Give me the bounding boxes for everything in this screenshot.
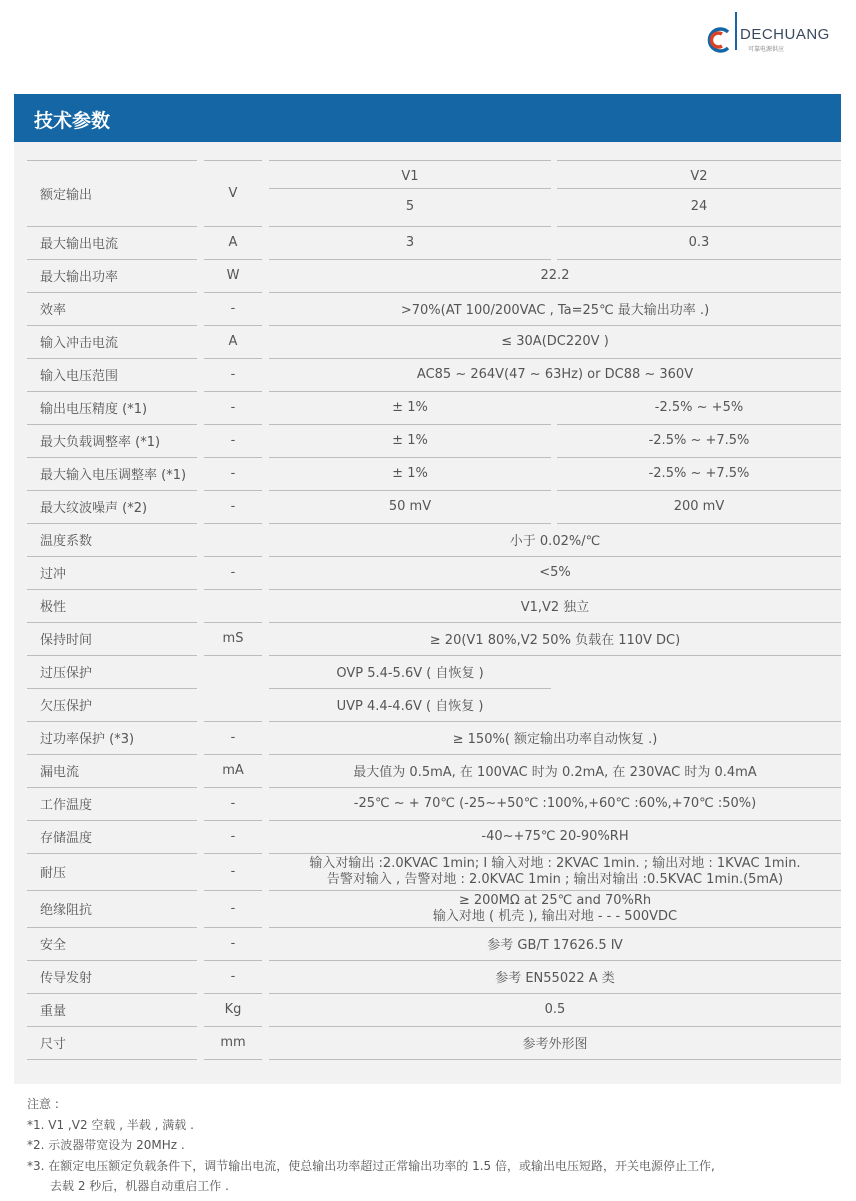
param-name: 最大负载调整率 (*1) [40,435,161,450]
param-value-v2: -2.5% ~ +7.5% [648,433,750,448]
param-value-line: 输入对地 ( 机壳 ), 输出对地 - - - 500VDC [432,908,678,924]
param-name: 最大纹波噪声 (*2) [40,501,148,516]
param-value: 0.5 [544,1002,566,1017]
rated-voltage-v1: 5 [405,199,415,214]
param-unit [204,589,262,622]
param-value [269,853,841,890]
param-value: V1,V2 独立 [520,600,590,615]
notes [27,1094,715,1197]
note-3: *3. 在额定电压额定负载条件下，调节输出电流，使总输出功率超过正常输出功率的 1.5 倍，或输出电压短路，开关电源停止工作, [27,1158,715,1173]
param-name: 绝缘阻抗 [40,903,93,918]
param-value: >70%(AT 100/200VAC , Ta=25℃ 最大输出功率 .) [400,303,710,318]
param-name: 最大输入电压调整率 (*1) [40,468,187,483]
param-name: 工作温度 [40,798,93,813]
row-divider [204,1059,262,1060]
param-value-v1: 50 mV [388,499,432,514]
param-name: 尺寸 [40,1037,67,1052]
param-unit: - [230,499,236,514]
brand-name: DECHUANG [740,26,830,43]
param-value: <5% [539,565,571,580]
row-divider [269,1059,841,1060]
param-value: 最大值为 0.5mA, 在 100VAC 时为 0.2mA, 在 230VAC 时为 0.4mA [353,765,757,780]
param-unit [204,523,262,556]
param-name: 输入电压范围 [40,369,119,384]
note-1: *1. V1 ,V2 空载 , 半载 , 满载 . [27,1117,194,1132]
param-name: 耐压 [40,866,67,881]
section-title: 技术参数 [34,110,111,132]
param-value-v2: 0.3 [688,235,710,250]
param-name: 输出电压精度 (*1) [40,402,148,417]
param-unit: V [228,185,238,201]
param-value: ≥ 150%( 额定输出功率自动恢复 .) [452,732,658,747]
param-unit [204,655,262,721]
param-value: 22.2 [540,268,570,283]
note-3-cont: 去载 2 秒后，机器自动重启工作 . [50,1179,229,1193]
param-unit: - [230,829,236,844]
param-name: 保持时间 [40,633,93,648]
param-value-line: 告警对输入 , 告警对地 : 2.0KVAC 1min ; 输出对输出 :0.5KVAC 1min.(5mA) [326,871,784,887]
param-value: AC85 ~ 264V(47 ~ 63Hz) or DC88 ~ 360V [416,367,694,382]
col-header-v1: V1 [401,169,419,184]
param-unit: - [230,400,236,415]
param-value-v1: OVP 5.4-5.6V ( 自恢复 ) [336,666,484,681]
rated-voltage-v2: 24 [690,199,708,214]
param-name: 传导发射 [40,971,93,986]
param-unit: mS [222,631,244,646]
param-value-v2: -2.5% ~ +5% [654,400,744,415]
param-unit: A [228,334,238,349]
param-name: 存储温度 [40,831,93,846]
col-header-v2: V2 [690,169,708,184]
param-unit: Kg [224,1002,242,1017]
param-value-v1: ± 1% [392,433,428,448]
param-value: 参考 GB/T 17626.5 Ⅳ [487,938,623,953]
section-banner [14,94,841,142]
param-name: 漏电流 [40,765,80,780]
param-value: ≥ 20(V1 80%,V2 50% 负载在 110V DC) [429,633,681,648]
param-name: 最大输出功率 [40,270,119,285]
param-name: 最大输出电流 [40,237,119,252]
param-unit: A [228,235,238,250]
param-unit: mm [220,1035,246,1050]
param-unit: mA [222,763,244,778]
param-unit: - [230,301,236,316]
param-value: 参考外形图 [522,1037,588,1052]
param-unit: - [230,864,236,879]
param-value: 参考 EN55022 A 类 [495,971,615,986]
param-unit: - [230,466,236,481]
param-name: 安全 [40,938,67,953]
brand-subtitle: 可靠电源供应 [748,46,785,53]
param-name: 额定输出 [40,187,93,203]
param-value-v1: 3 [405,235,415,250]
note-2: *2. 示波器带宽设为 20MHz . [27,1138,185,1152]
param-unit: - [230,730,236,745]
param-value-v1: ± 1% [392,400,428,415]
param-name: 极性 [40,600,67,615]
param-name: 过功率保护 (*3) [40,732,135,747]
subheader-divider [557,188,841,189]
param-name: 输入冲击电流 [40,336,119,351]
param-value-v1: UVP 4.4-4.6V ( 自恢复 ) [336,699,484,714]
param-value-line: 输入对输出 :2.0KVAC 1min; I 输入对地 : 2KVAC 1min. ; 输出对地 : 1KVAC 1min. [309,855,801,871]
param-value: 小于 0.02%/℃ [509,534,601,549]
param-name: 过压保护 [40,666,93,681]
param-unit: - [230,367,236,382]
param-value: -25℃ ~ + 70℃ (-25~+50℃ :100%,+60℃ :60%,+70℃ :50%) [353,796,757,811]
param-value [269,890,841,927]
param-unit: - [230,969,236,984]
notes-title: 注意 : [27,1097,59,1111]
param-name: 重量 [40,1004,67,1019]
param-unit: - [230,936,236,951]
subheader-divider [269,188,551,189]
param-value: ≤ 30A(DC220V ) [501,334,609,349]
param-value-line: ≥ 200MΩ at 25℃ and 70%Rh [458,892,652,908]
param-value: -40~+75℃ 20-90%RH [481,829,629,844]
param-unit: - [230,565,236,580]
param-unit: - [230,901,236,916]
param-value-v1: ± 1% [392,466,428,481]
param-unit: W [226,268,240,283]
param-unit: - [230,796,236,811]
param-name: 欠压保护 [40,699,93,714]
param-unit: - [230,433,236,448]
param-value-v2: -2.5% ~ +7.5% [648,466,750,481]
param-name: 效率 [40,303,67,318]
row-divider [27,1059,197,1060]
param-name: 温度系数 [40,534,93,549]
param-value-v2: 200 mV [673,499,725,514]
param-name: 过冲 [40,567,67,582]
